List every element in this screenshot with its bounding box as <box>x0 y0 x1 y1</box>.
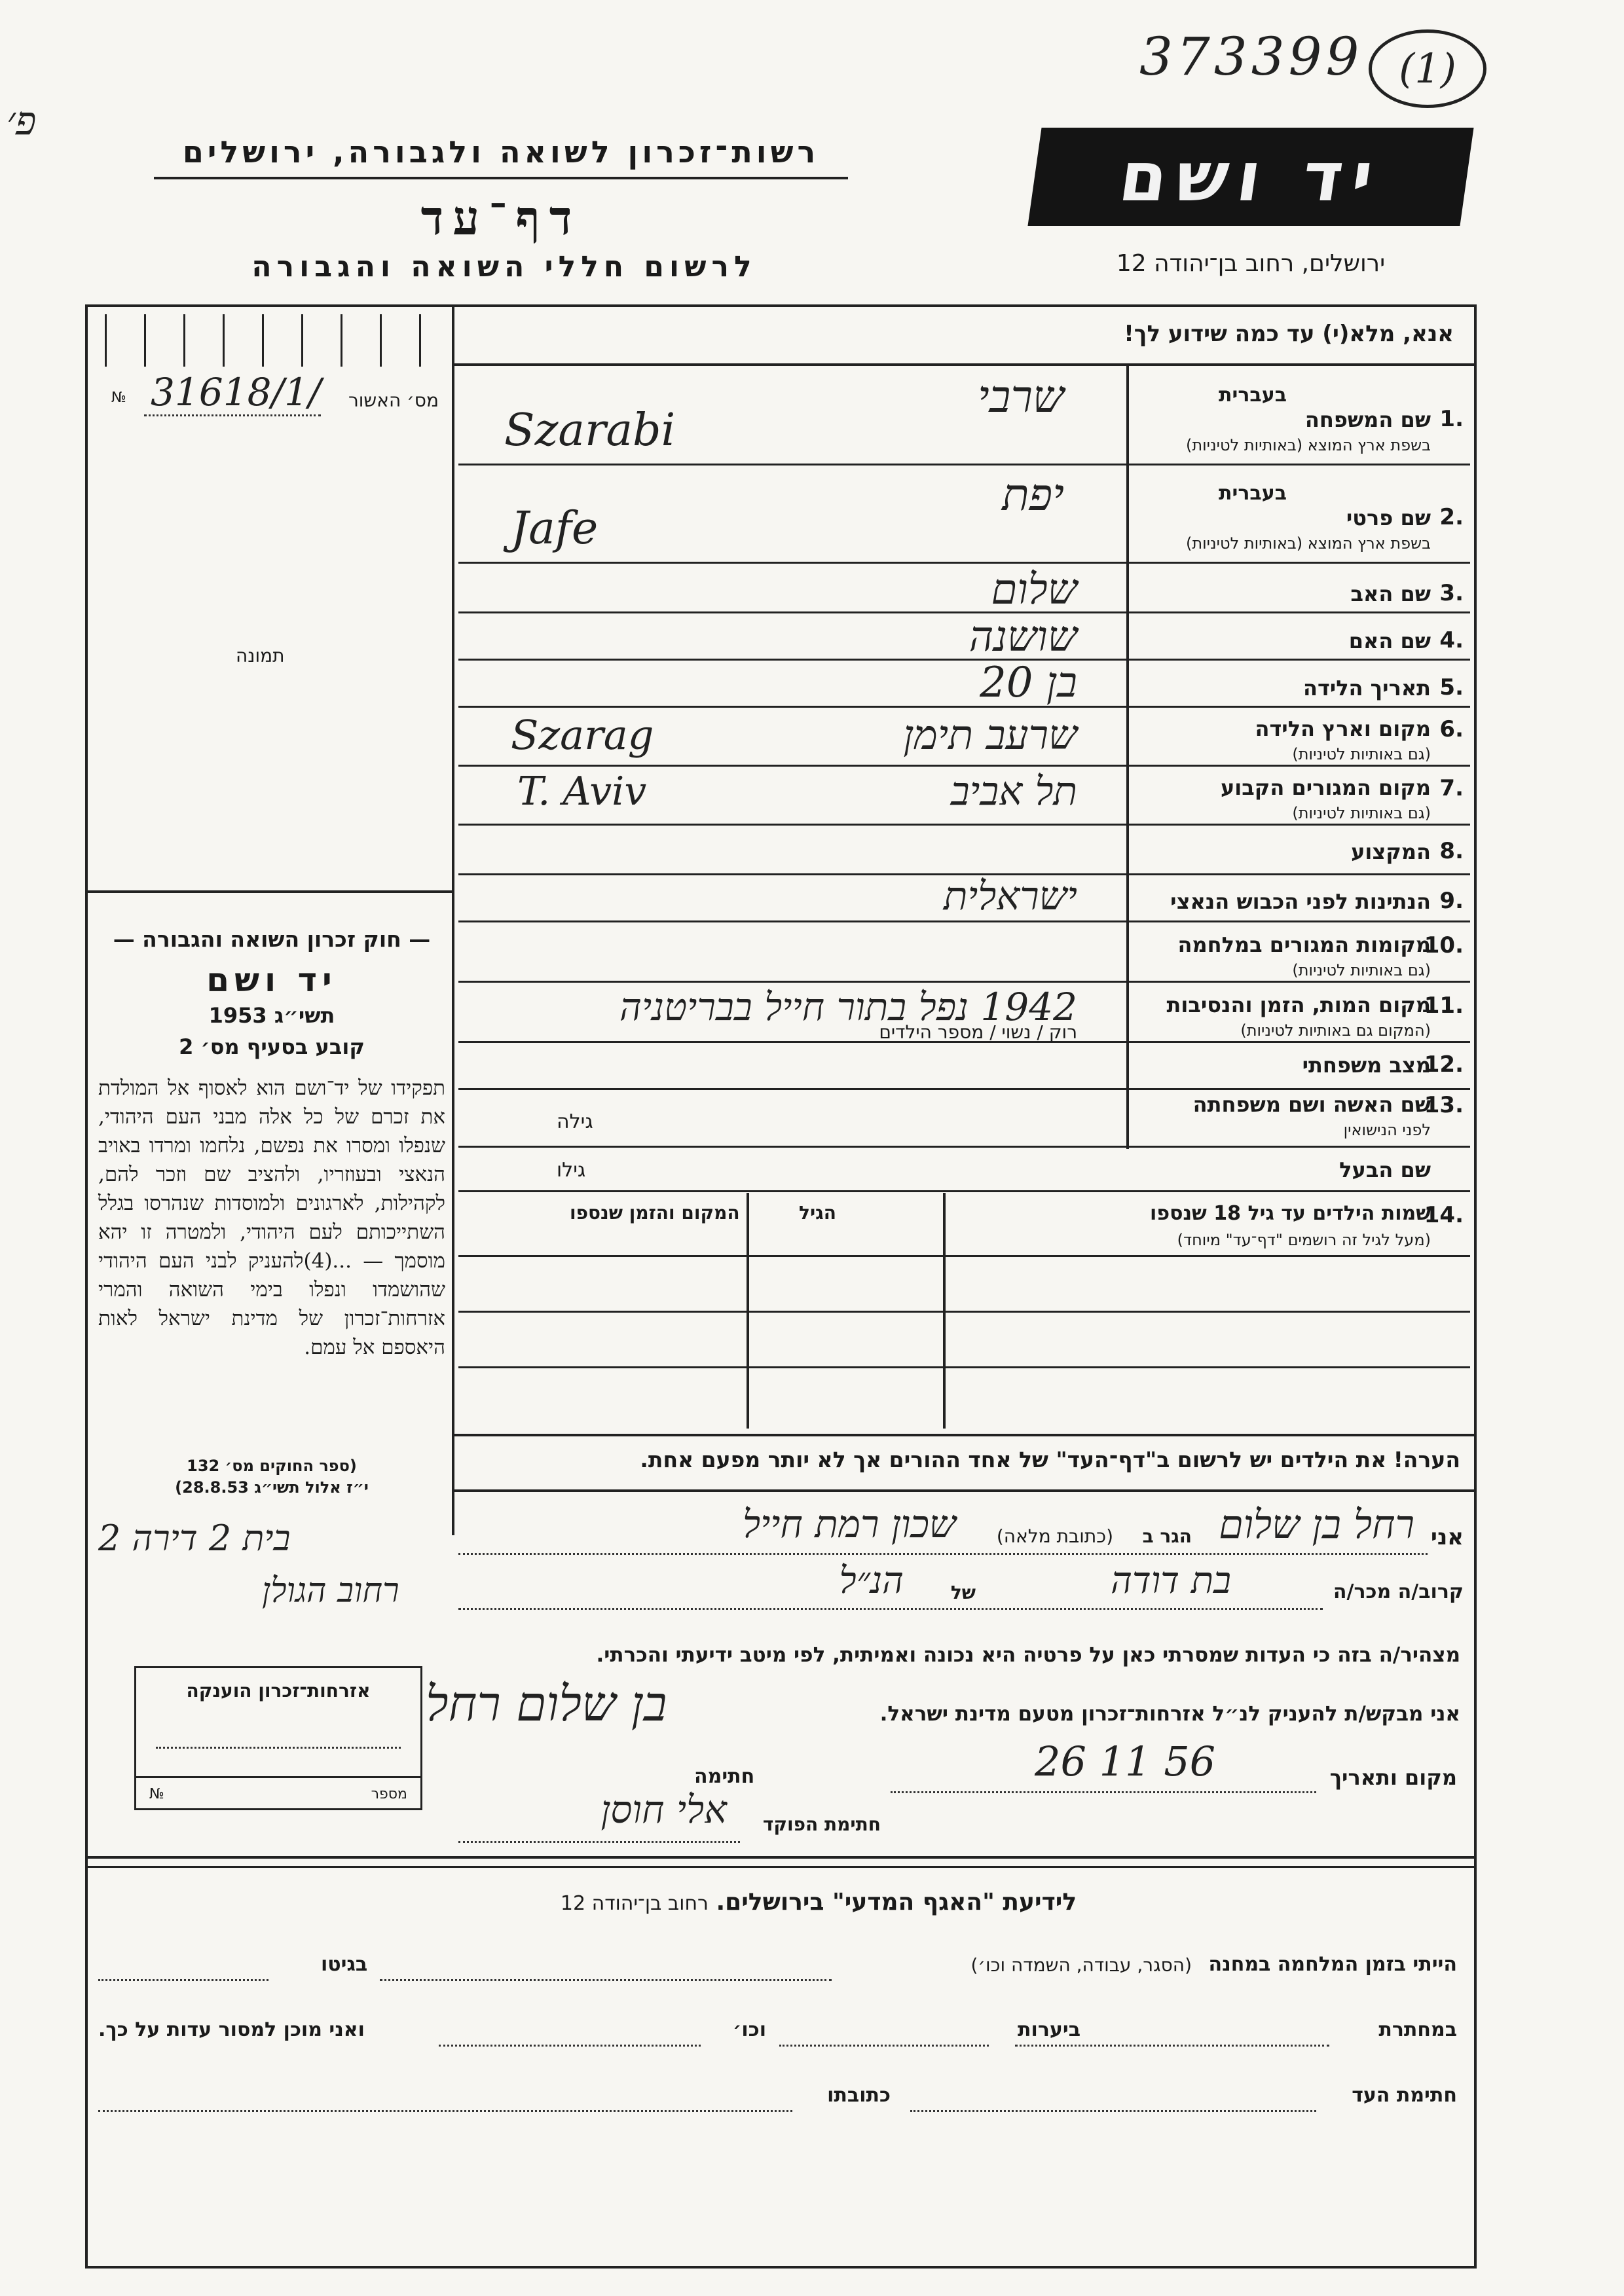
citizenship-box <box>134 1666 422 1810</box>
declarant-resides: הגר ב <box>1142 1525 1192 1547</box>
field-label: שם המשפחה <box>1304 407 1431 432</box>
declarant-name: רחל בן שלום <box>1219 1502 1414 1548</box>
footer-address: רחוב בן־יהודה 12 <box>560 1892 709 1915</box>
footer-title: לידיעת "האגף המדעי" בירושלים. <box>716 1889 1077 1916</box>
field-value-latin: Szarabi <box>504 405 676 456</box>
field-value-latin: Jafe <box>511 503 599 555</box>
field-sub: לפני הנישואין <box>1343 1121 1431 1139</box>
children-place-col: המקום והזמן שנספו <box>570 1202 740 1224</box>
photo-area-bottom <box>85 890 452 893</box>
declaration-text: מצהיר/ה בזה כי העדות שמסרתי כאן על פרטיה היא נכונה ואמיתית, לפי מיטב ידיעתי והכרתי. <box>596 1643 1460 1667</box>
corner-mark: פ׳ <box>7 98 37 144</box>
relation-label: קרוב/ה מכר/ה <box>1333 1580 1464 1603</box>
field-label: שם האם <box>1348 629 1431 653</box>
law-title: — חוק זכרון השואה והגבורה — <box>113 926 431 952</box>
field-value-hebrew: שושנה <box>969 613 1077 661</box>
field-value-hebrew: שלום <box>991 566 1077 614</box>
footer-rule-2 <box>85 1866 1477 1868</box>
page-subtitle: לרשום חללי השואה והגבורה <box>251 250 757 283</box>
logo-text: יד ושם <box>1114 137 1388 217</box>
field-row <box>458 771 1470 825</box>
authority-name: רשות־זכרון לשואה ולגבורה, ירושלים <box>182 134 820 170</box>
law-text: תפקידו של יד־ושם הוא לאסוף אל המולדת את זכרם של כל אלה מבני העם היהודי, שנפלו ומסרו את נפשם, נלחמו ומרדו באויב הנאצי ובעוזריו, ולהציב שם וזכר להם, לקהילות, לארגונים ולמוסדות שנהרסו בגלל השתייכותם לעם היהודי, ולמטרה זו יהא מוסמך — ...(4)להעניק לבני העם היהודי שהושמדו ונפלו בימי השואה והמרי אזרחות־זכרון של מדינת ישראל לאות היאספם אל עמם. <box>98 1076 445 1359</box>
record-row <box>105 370 445 416</box>
law-name: יד ושם <box>206 961 337 999</box>
note-text: את הילדים יש לרשום ב"דף־העד" של אחד ההורים אך לא יותר מפעם אחת. <box>640 1447 1387 1472</box>
citizenship-title: אזרחות־זכרון הוענקה <box>186 1680 371 1702</box>
field-label: מצב משפחתי <box>1302 1053 1431 1078</box>
children-table <box>458 1193 1470 1442</box>
footer-camp-label: הייתי בזמן המלחמה במחנה <box>1208 1953 1457 1976</box>
place-date-value: 26 11 56 <box>1035 1738 1216 1785</box>
law-year: תשי״ג 1953 <box>208 1003 335 1028</box>
official-signature: אלי חוסן <box>600 1787 727 1832</box>
field-num: 5. <box>1439 674 1464 701</box>
field-num: 7. <box>1439 775 1464 801</box>
field-value-hebrew: ישראלית <box>943 873 1077 919</box>
declarant-line-1 <box>458 1502 1467 1555</box>
field-label: שם האשה ושם משפחתה <box>1192 1092 1431 1117</box>
spouse-row <box>458 1152 1470 1192</box>
field-sub: (גם באותיות לטיניות) <box>1292 745 1431 763</box>
field-row <box>458 371 1470 466</box>
authority-underline <box>154 177 848 179</box>
law-ref-1: (ספר החוקים מס׳ 132 <box>187 1457 357 1475</box>
field-num: 1. <box>1439 406 1464 432</box>
field-row <box>458 927 1470 982</box>
note-rule-top <box>452 1434 1477 1436</box>
field-num: 6. <box>1439 716 1464 742</box>
place-date-row <box>681 1738 1460 1794</box>
field-num: 12. <box>1424 1051 1464 1078</box>
field-num: 13. <box>1424 1092 1464 1118</box>
footer-line-3 <box>98 2079 1460 2118</box>
field-num: 2. <box>1439 504 1464 530</box>
field-sub: (המקום גם באותיות לטיניות) <box>1240 1021 1431 1040</box>
field-value-hebrew: שרבי <box>977 371 1064 423</box>
footer-camp-types: (הסגר, עבודה, השמדה וכו׳) <box>970 1954 1192 1976</box>
field-row <box>458 873 1470 922</box>
request-text: אני מבקש/ת להעניק לנ״ל אזרחות־זכרון מטעם מדינת ישראל. <box>879 1702 1460 1726</box>
children-age-col: הגיל <box>799 1202 836 1224</box>
field-value-hebrew: תל אביב <box>950 769 1077 814</box>
age-label-husband: גילו <box>557 1159 586 1182</box>
stamp-circle: (1) <box>1369 29 1486 108</box>
field-row <box>458 830 1470 875</box>
footer-ghetto-label: בגיטו <box>321 1953 368 1976</box>
field-label: תאריך הלידה <box>1302 676 1431 701</box>
spouse-label: שם הבעל <box>1339 1157 1431 1182</box>
field-num: 9. <box>1439 888 1464 914</box>
number-label: מספר <box>371 1786 407 1802</box>
field-value-hebrew: יפת <box>1002 469 1064 521</box>
note-label: הערה! <box>1393 1447 1460 1472</box>
record-label: מס׳ האשור <box>348 390 439 411</box>
field-row <box>458 659 1470 707</box>
declarant-address-label: (כתובת מלאה) <box>996 1525 1113 1547</box>
handwritten-street: רחוב הגולן <box>262 1571 399 1611</box>
footer-witness-signature: חתימת העד <box>1352 2084 1457 2107</box>
field-sub: בשפת ארץ המוצא (באותיות לטיניות) <box>1186 534 1431 553</box>
children-num: 14. <box>1424 1202 1464 1228</box>
field-label: מקום וארץ הלידה <box>1255 716 1431 741</box>
field-row <box>458 1092 1470 1147</box>
field-label: מקומות המגורים במלחמה <box>1177 932 1431 957</box>
signature-label: חתימה <box>694 1765 755 1788</box>
children-sub: (מעל לגיל זה רושמים "דף־עד" מיוחד) <box>1177 1231 1431 1249</box>
form-instruction: אנא, מלא(י) עד כמה שידוע לך! <box>1124 321 1454 347</box>
field-label: שם פרטי <box>1346 505 1431 530</box>
field-label: מקום המגורים הקבוע <box>1220 775 1431 800</box>
footer-line-2 <box>98 2013 1460 2052</box>
field-value-hebrew: 1942 נפל בתור חייל בבריטניה <box>619 985 1077 1029</box>
footer-line-1 <box>98 1948 1460 1987</box>
stamp-number: 373399 <box>1139 26 1363 87</box>
page-title: דף־עד <box>420 190 581 246</box>
law-clause: קובע בסעיף מס׳ 2 <box>179 1034 365 1059</box>
official-label: חתימת הפוקד <box>762 1813 881 1835</box>
field-value-latin: T. Aviv <box>517 769 647 814</box>
footer-witness-address: כתובתו <box>827 2084 891 2107</box>
declarant-line-2 <box>458 1559 1467 1611</box>
field-label: מקום המות, הזמן והנסיבות <box>1166 993 1431 1017</box>
children-label: שמות הילדים עד גיל 18 שנספו <box>1150 1202 1431 1225</box>
age-label-wife: גילה <box>557 1110 593 1133</box>
declarant-i-label: אני <box>1430 1524 1464 1550</box>
yv-address: ירושלים, רחוב בן־יהודה 12 <box>1116 250 1386 277</box>
of-value: הנ״ל <box>839 1559 904 1602</box>
footer-title-row <box>458 1889 1179 1916</box>
note-row <box>458 1447 1460 1472</box>
field-sub: (גם באותיות לטיניות) <box>1292 961 1431 979</box>
col-hebrew-label: בעברית <box>1219 384 1287 407</box>
field-row <box>458 566 1470 614</box>
footer-testimony-label: ואני מוכן למסור עדות על כך. <box>98 2018 365 2041</box>
of-label: של <box>950 1582 976 1603</box>
col-hebrew-label: בעברית <box>1219 482 1287 505</box>
field-num: 10. <box>1424 932 1464 958</box>
official-row <box>458 1787 884 1846</box>
marital-options: רוק / נשוי / מספר הילדים <box>879 1021 1077 1043</box>
footer-forests-label: ביערות <box>1018 2018 1080 2041</box>
instruction-rule <box>452 363 1477 366</box>
field-label: הנתינות לפני הכבוש הנאצי <box>1170 889 1431 914</box>
field-num: 11. <box>1424 993 1464 1019</box>
handwritten-house: בית 2 דירה 2 <box>98 1518 291 1559</box>
law-ref-2: י״ז אלול תשי״ג 28.8.53) <box>175 1478 369 1497</box>
footer-underground-label: במחתרת <box>1378 2018 1457 2041</box>
field-value-latin: Szarag <box>511 711 654 759</box>
field-row <box>458 469 1470 564</box>
field-num: 4. <box>1439 627 1464 653</box>
note-rule-bottom <box>452 1489 1477 1492</box>
yad-vashem-logo <box>1027 128 1473 226</box>
record-number: 31618/1/ <box>151 370 322 414</box>
field-num: 3. <box>1439 580 1464 606</box>
record-prefix: № <box>111 390 126 406</box>
field-row <box>458 613 1470 661</box>
photo-label: תמונה <box>236 645 285 666</box>
field-value-hebrew: בן 20 <box>980 659 1077 707</box>
field-sub: בשפת ארץ המוצא (באותיות לטיניות) <box>1186 436 1431 454</box>
place-date-label: מקום ותאריך <box>1329 1765 1457 1790</box>
signature-value: בן שלום רחל <box>426 1676 667 1732</box>
number-prefix: № <box>149 1786 164 1802</box>
record-ticks <box>105 314 445 367</box>
footer-etc-label: וכו׳ <box>733 2018 766 2041</box>
field-label: המקצוע <box>1351 839 1431 864</box>
declarant-address: שכון רמת חייל <box>742 1502 956 1546</box>
left-column-divider <box>452 304 454 1535</box>
relation-value: בת דודה <box>1111 1559 1231 1602</box>
field-sub: (גם באותיות לטיניות) <box>1292 804 1431 822</box>
field-num: 8. <box>1439 838 1464 864</box>
field-label: שם האב <box>1350 581 1431 606</box>
field-value-hebrew: שרעב תימן <box>903 711 1077 759</box>
footer-rule <box>85 1856 1477 1859</box>
field-row <box>458 712 1470 766</box>
